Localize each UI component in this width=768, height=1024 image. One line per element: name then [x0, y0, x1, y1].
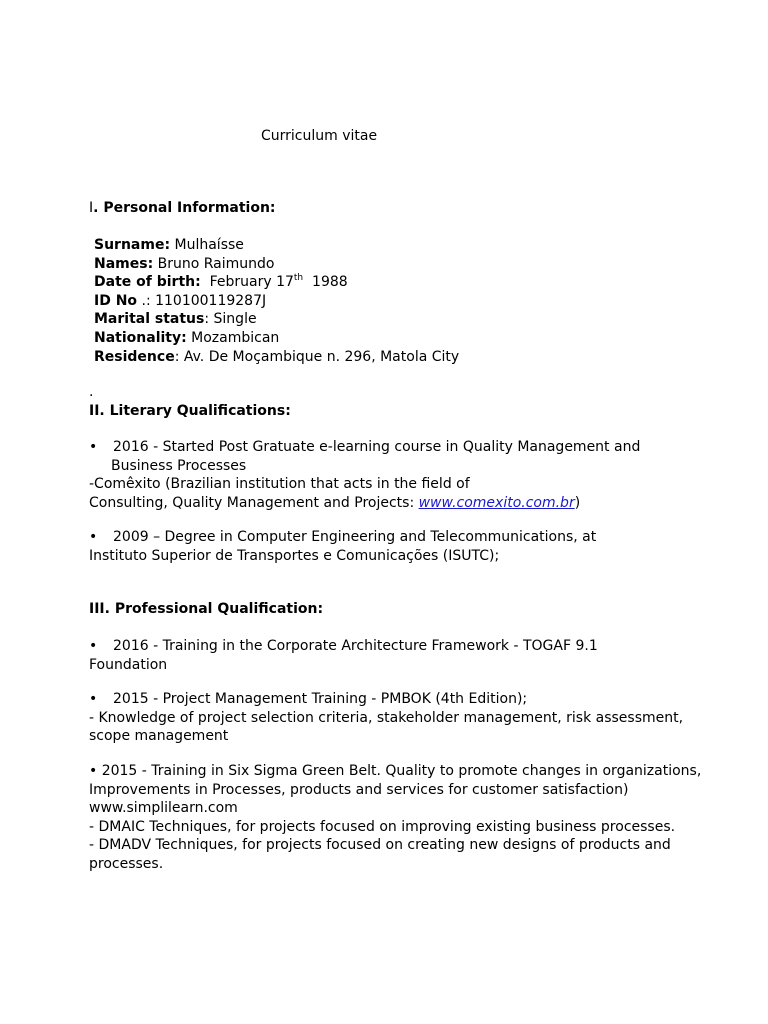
item-text: Consulting, Quality Management and Projects: — [89, 494, 419, 511]
personal-info-list — [94, 236, 459, 366]
nationality-value: Mozambican — [186, 329, 280, 346]
dob-value: February 17 — [200, 274, 294, 291]
names-label: Names: — [94, 255, 154, 272]
professional-item-2 — [89, 690, 683, 746]
literary-item-1 — [89, 438, 640, 512]
bullet-icon: • — [89, 691, 98, 707]
dob-row — [94, 273, 459, 292]
dob-year: 1988 — [303, 274, 348, 291]
bullet-icon: • — [89, 638, 98, 654]
bullet-icon: • — [89, 529, 98, 545]
dob-label: Date of birth: — [94, 274, 201, 291]
list-item-continued: processes. — [89, 855, 164, 872]
list-item-continued: - DMAIC Techniques, for projects focused on improving existing business processes. — [89, 818, 676, 835]
id-row — [94, 292, 459, 311]
residence-value: : Av. De Moçambique n. 296, Matola City — [174, 348, 460, 365]
literary-heading: II. Literary Qualifications: — [89, 403, 291, 419]
surname-label: Surname: — [94, 237, 171, 253]
marital-value: : Single — [204, 311, 257, 328]
literary-item-2 — [89, 528, 596, 565]
list-item-continued: Foundation — [89, 656, 168, 673]
names-row — [94, 255, 459, 274]
item-text: 2016 - Training in the Corporate Architecture Framework - TOGAF 9.1 — [113, 638, 598, 654]
item-text: 2015 - Project Management Training - PMBOK (4th Edition); — [113, 691, 528, 707]
id-label: ID No — [94, 292, 138, 309]
personal-info-heading — [89, 199, 276, 218]
bullet-icon: • — [89, 439, 98, 455]
item-text: ) — [574, 494, 581, 511]
residence-label: Residence — [94, 348, 175, 365]
marital-row — [94, 310, 459, 329]
list-item-continued: Improvements in Processes, products and services for customer satisfaction) — [89, 781, 629, 798]
nationality-row — [94, 329, 459, 348]
heading-roman-numeral: I — [89, 200, 94, 216]
dob-superscript: th — [293, 272, 304, 283]
surname-row — [94, 236, 459, 255]
comexito-link[interactable]: www.comexito.com.br — [418, 494, 575, 511]
residence-row — [94, 348, 459, 367]
list-item-continued: scope management — [89, 728, 229, 745]
list-item-continued: www.simplilearn.com — [89, 800, 238, 817]
item-text: 2016 - Started Post Gratuate e-learning course in Quality Management and — [113, 439, 641, 455]
list-item — [89, 438, 640, 457]
marital-label: Marital status — [94, 311, 205, 328]
professional-heading: III. Professional Qualification: — [89, 601, 324, 617]
list-item-continued: - DMADV Techniques, for projects focused on creating new designs of products and — [89, 837, 671, 854]
list-item-continued — [89, 457, 640, 476]
list-item-continued: Instituto Superior de Transportes e Comunicações (ISUTC); — [89, 547, 500, 564]
heading-text: . Personal Information: — [93, 200, 276, 216]
list-item — [89, 690, 683, 709]
document-title: Curriculum vitae — [261, 128, 378, 144]
id-value: .: 110100119287J — [137, 292, 267, 309]
stray-dot: . — [89, 384, 94, 400]
professional-item-3 — [89, 762, 701, 874]
surname-value: Mulhaísse — [170, 237, 244, 253]
list-item — [89, 528, 596, 547]
nationality-label: Nationality: — [94, 329, 187, 346]
item-text: Business Processes — [111, 457, 247, 474]
list-item: • 2015 - Training in Six Sigma Green Belt. Quality to promote changes in organizations, — [89, 763, 702, 779]
names-value: Bruno Raimundo — [153, 255, 275, 272]
list-item-continued — [89, 494, 640, 513]
list-item-continued: - Knowledge of project selection criteria, stakeholder management, risk assessment, — [89, 709, 684, 726]
professional-item-1 — [89, 637, 598, 674]
list-item-continued: -Comêxito (Brazilian institution that acts in the field of — [89, 476, 470, 493]
item-text: 2009 – Degree in Computer Engineering and Telecommunications, at — [113, 529, 597, 545]
list-item — [89, 637, 598, 656]
